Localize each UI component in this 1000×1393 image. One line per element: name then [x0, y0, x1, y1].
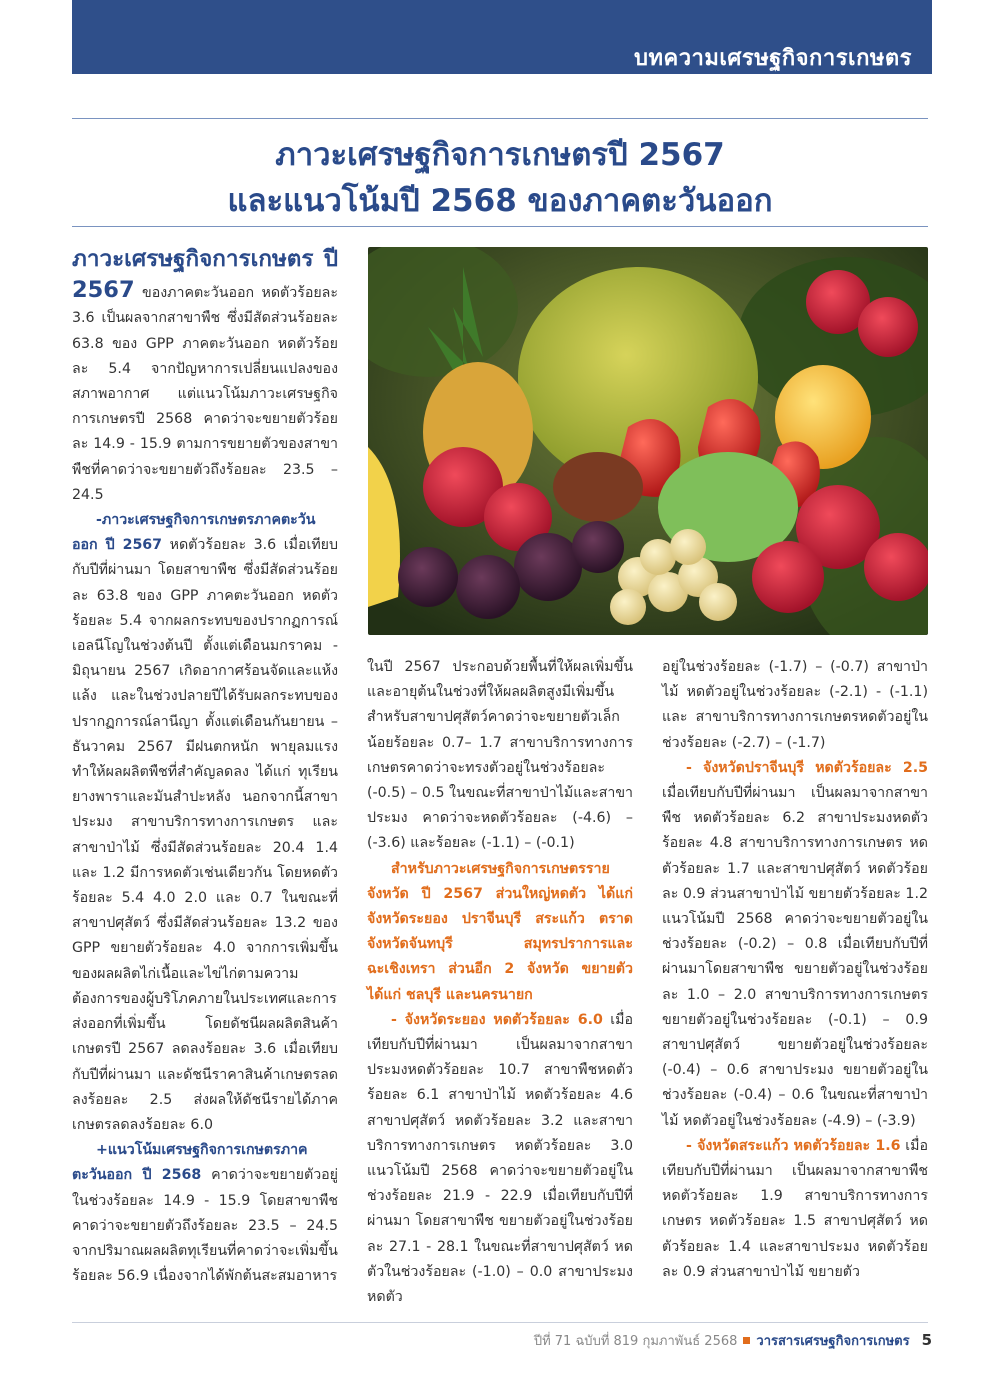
subheading-rayong: - จังหวัดระยอง หดตัวร้อยละ 6.0 [391, 1011, 603, 1028]
subheading-sakaeo: - จังหวัดสระแก้ว หดตัวร้อยละ 1.6 [686, 1137, 901, 1154]
issue-info: ปีที่ 71 ฉบับที่ 819 กุมภาพันธ์ 2568 [533, 1334, 738, 1349]
title-line-2: และแนวโน้มปี 2568 ของภาคตะวันออก [227, 183, 773, 219]
rayong-text: เมื่อเทียบกับปีที่ผ่านมา เป็นผลมาจากสาขาประมงหดตัวร้อยละ 10.7 สาขาพืชหดตัวร้อยละ 6.1 สาขาป่าไม้ หดตัวร้อยละ 4.6 สาขาปศุสัตว์ หดตัวร้อยละ 3.2 และสาขาบริการทางการเกษตร หดตัวร้อยละ 3.0 แนวโน้มปี 2568 คาดว่าจะขยายตัวอยู่ในช่วงร้อยละ 21.9 - 22.9 เมื่อเทียบกับปีที่ผ่านมา โดยสาขาพืช ขยายตัวอยู่ในช่วงร้อยละ 27.1 - 28.1 ในขณะที่สาขาปศุสัตว์ หดตัวในช่วงร้อยละ (-1.0) – 0.0 สาขาประมงหดตัว [367, 1011, 633, 1306]
section-label: บทความเศรษฐกิจการเกษตร [634, 46, 912, 71]
subheading-2024: -ภาวะเศรษฐกิจการเกษตรภาคตะวันออก ปี 2567 [72, 512, 316, 554]
paragraph-sakaeo [662, 1134, 928, 1285]
title-line-1: ภาวะเศรษฐกิจการเกษตรปี 2567 [275, 137, 725, 173]
paragraph-2025-outlook [72, 1138, 338, 1289]
paragraph-2024-text: หดตัวร้อยละ 3.6 เมื่อเทียบกับปีที่ผ่านมา โดยสาขาพืช ซึ่งมีสัดส่วนร้อยละ 63.8 ของ GPP ภาคตะวันออก หดตัวร้อยละ 5.4 จากผลกระทบของปรากฏการณ์เอลนีโญในช่วงต้นปี ตั้งแต่เดือนมกราคม - มิถุนายน 2567 เกิดอากาศร้อนจัดและแห้งแล้ง และในช่วงปลายปีได้รับผลกระทบของปรากฏการณ์ลานีญา ตั้งแต่เดือนกันยายน – ธันวาคม 2567 มีฝนตกหนัก พายุลมแรง ทำให้ผลผลิตพืชที่สำคัญลดลง ได้แก่ ทุเรียน ยางพาราและมันสำปะหลัง นอกจากนี้สาขาประมง สาขาบริการทางการเกษตร และสาขาป่าไม้ ซึ่งมีสัดส่วนร้อยละ 20.4 1.4 และ 1.2 มีการหดตัวเช่นเดียวกัน โดยหดตัวร้อยละ 5.4 4.0 2.0 และ 0.7 ในขณะที่สาขาปศุสัตว์ ซึ่งมีสัดส่วนร้อยละ 13.2 ของ GPP ขยายตัวร้อยละ 4.0 จากการเพิ่มขึ้นของผลผลิตไก่เนื้อและไข่ไก่ตามความต้องการของผู้บริโภคภายในประเทศและการส่งออกที่เพิ่มขึ้น โดยดัชนีผลผลิตสินค้าเกษตรปี 2567 ลดลงร้อยละ 3.6 เมื่อเทียบกับปีที่ผ่านมา และดัชนีราคาสินค้าเกษตรลดลงร้อยละ 2.5 ส่งผลให้ดัชนีรายได้ภาคเกษตรลดลงร้อยละ 6.0 [72, 537, 338, 1133]
province-summary-text: สำหรับภาวะเศรษฐกิจการเกษตรรายจังหวัด ปี 2567 ส่วนใหญ่หดตัว ได้แก่ จังหวัดระยอง ปราจีนบุรี สระแก้ว ตราด จังหวัดจันทบุรี สมุทรปราการและฉะเชิงเทรา ส่วนอีก 2 จังหวัด ขยายตัว ได้แก่ ชลบุรี และนครนายก [367, 860, 633, 1003]
page-footer [534, 1330, 932, 1351]
lead-text: ของภาคตะวันออก หดตัวร้อยละ 3.6 เป็นผลจากสาขาพืช ซึ่งมีสัดส่วนร้อยละ 63.8 ของ GPP ภาคตะวันออก หดตัวร้อยละ 5.4 จากปัญหาการเปลี่ยนแปลงของสภาพอากาศ แต่แนวโน้มภาวะเศรษฐกิจการเกษตรปี 2568 คาดว่าจะขยายตัวร้อยละ 14.9 - 15.9 ตามการขยายตัวของสาขาพืชที่คาดว่าจะขยายตัวถึงร้อยละ 23.5 – 24.5 [72, 285, 338, 503]
header-bar [72, 0, 932, 74]
orange-square-icon [743, 1337, 750, 1344]
column-3 [662, 655, 928, 1285]
page-number: 5 [921, 1331, 932, 1349]
title-top-rule [72, 118, 928, 119]
footer-rule [72, 1322, 928, 1323]
prachinburi-text: เมื่อเทียบกับปีที่ผ่านมา เป็นผลมาจากสาขาพืช หดตัวร้อยละ 6.2 สาขาประมงหดตัว ร้อยละ 4.8 สาขาบริการทางการเกษตร หดตัวร้อยละ 1.7 และสาขาปศุสัตว์ หดตัวร้อยละ 0.9 ส่วนสาขาป่าไม้ ขยายตัวร้อยละ 1.2 แนวโน้มปี 2568 คาดว่าจะขยายตัวอยู่ในช่วงร้อยละ (-0.2) – 0.8 เมื่อเทียบกับปีที่ผ่านมาโดยสาขาพืช ขยายตัวอยู่ในช่วงร้อยละ 1.0 – 2.0 สาขาบริการทางการเกษตร ขยายตัวอยู่ในช่วงร้อยละ (-0.1) – 0.9 สาขาปศุสัตว์ ขยายตัวอยู่ในช่วงร้อยละ (-0.4) – 0.6 สาขาประมง ขยายตัวอยู่ในช่วงร้อยละ (-0.4) – 0.6 ในขณะที่สาขาป่าไม้ หดตัวอยู่ในช่วงร้อยละ (-4.9) – (-3.9) [662, 785, 928, 1129]
sakaeo-text: เมื่อเทียบกับปีที่ผ่านมา เป็นผลมาจากสาขาพืช หดตัวร้อยละ 1.9 สาขาบริการทางการเกษตร หดตัวร้อยละ 1.5 สาขาปศุสัตว์ หดตัวร้อยละ 1.4 และสาขาประมง หดตัวร้อยละ 0.9 ส่วนสาขาป่าไม้ ขยายตัว [662, 1137, 929, 1280]
paragraph-rayong [367, 1008, 633, 1310]
subheading-prachinburi: - จังหวัดปราจีนบุรี หดตัวร้อยละ 2.5 [686, 759, 928, 776]
journal-name: วารสารเศรษฐกิจการเกษตร [756, 1334, 910, 1349]
lead-paragraph [72, 244, 338, 508]
paragraph-rayong-cont: อยู่ในช่วงร้อยละ (-1.7) – (-0.7) สาขาป่าไม้ หดตัวอยู่ในช่วงร้อยละ (-2.1) - (-1.1) และ สาขาบริการทางการเกษตรหดตัวอยู่ในช่วงร้อยละ (-2.7) – (-1.7) [662, 659, 928, 751]
paragraph-outlook-cont: ในปี 2567 ประกอบด้วยพื้นที่ให้ผลเพิ่มขึ้นและอายุต้นในช่วงที่ให้ผลผลิตสูงมีเพิ่มขึ้น สำหรับสาขาปศุสัตว์คาดว่าจะขยายตัวเล็กน้อยร้อยละ 0.7– 1.7 สาขาบริการทางการเกษตรคาดว่าจะทรงตัวอยู่ในช่วงร้อยละ (-0.5) – 0.5 ในขณะที่สาขาป่าไม้และสาขาประมง คาดว่าจะหดตัวร้อยละ (-4.6) – (-3.6) และร้อยละ (-1.1) – (-0.1) [367, 659, 633, 852]
tropical-fruit-photo [368, 247, 928, 635]
article-title [72, 132, 928, 224]
paragraph-2025-text: คาดว่าจะขยายตัวอยู่ในช่วงร้อยละ 14.9 - 15.9 โดยสาขาพืชคาดว่าจะขยายตัวถึงร้อยละ 23.5 – 24.5 จากปริมาณผลผลิตทุเรียนที่คาดว่าจะเพิ่มขึ้นร้อยละ 56.9 เนื่องจากได้พักต้นสะสมอาหาร [72, 1167, 338, 1285]
subheading-2025: +แนวโน้มเศรษฐกิจการเกษตรภาคตะวันออก ปี 2568 [72, 1142, 308, 1184]
lead-heading: ภาวะเศรษฐกิจการเกษตร ปี 2567 [72, 246, 338, 304]
column-2 [367, 655, 633, 1310]
paragraph-prachinburi [662, 756, 928, 1134]
paragraph-province-summary [367, 857, 633, 1008]
column-1 [72, 244, 338, 1289]
paragraph-2024-summary [72, 508, 338, 1138]
title-bottom-rule [72, 226, 928, 227]
